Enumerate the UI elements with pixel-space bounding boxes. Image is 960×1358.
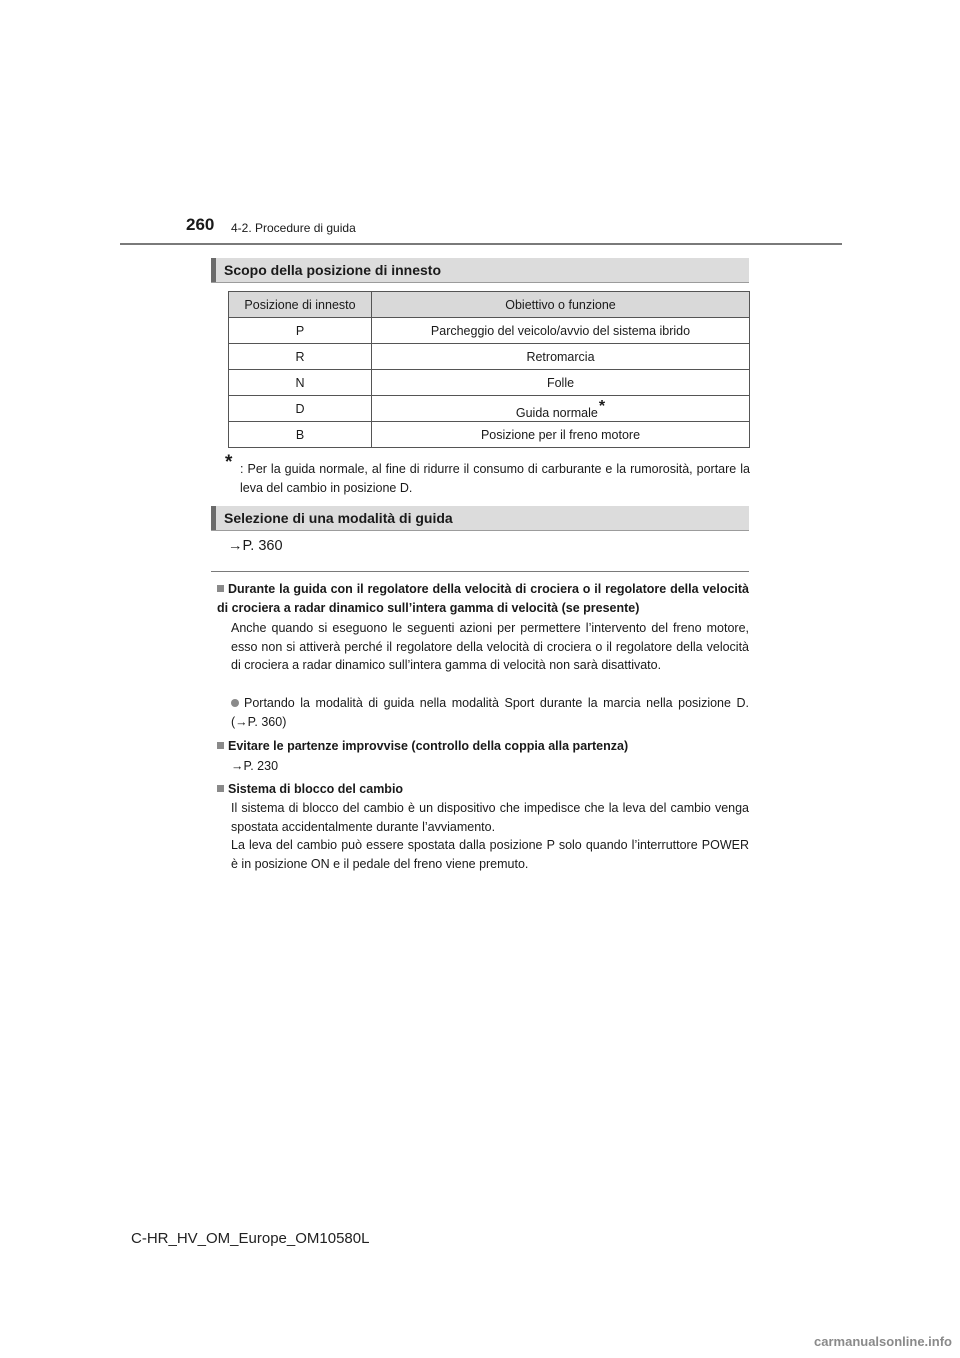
note-heading-text: Evitare le partenze improvvise (controllo della coppia alla partenza) <box>228 739 629 753</box>
table-row <box>229 422 750 448</box>
divider <box>211 571 749 572</box>
arrow-icon: → <box>228 538 243 554</box>
note-body: Il sistema di blocco del cambio è un dispositivo che impedisce che la leva del cambio venga spostata accidentalmente durante l’avviamento. <box>231 801 749 834</box>
gear-position-table <box>228 291 750 448</box>
note-bullet <box>231 694 749 731</box>
note-heading-text: Durante la guida con il regolatore della velocità di crociera o il regolatore della velocità di crociera a radar dinamico sull’intera gamma di velocità (se presente) <box>217 582 749 615</box>
page-reference-text: P. 360 <box>242 538 283 554</box>
section-heading-title: Selezione di una modalità di guida <box>224 510 453 526</box>
document-id: C-HR_HV_OM_Europe_OM10580L <box>131 1230 370 1247</box>
watermark: carmanualsonline.info <box>814 1334 952 1349</box>
page-reference[interactable]: →P. 230 <box>231 759 279 773</box>
function-cell: Parcheggio del veicolo/avvio del sistema ibrido <box>372 318 750 344</box>
note-heading-cruise-control <box>217 580 749 617</box>
function-text: Guida normale <box>515 405 598 420</box>
square-bullet-icon <box>217 742 224 749</box>
footnote-star: * <box>225 452 233 473</box>
square-bullet-icon <box>217 585 224 592</box>
section-heading-bar <box>211 258 216 282</box>
function-cell: Posizione per il freno motore <box>372 422 750 448</box>
page-reference[interactable] <box>228 538 283 554</box>
table-footnote: : Per la guida normale, al fine di ridurre il consumo di carburante e la rumorosità, portare la leva del cambio in posizione D. <box>240 462 750 495</box>
position-cell: R <box>229 344 372 370</box>
footnote-marker: * <box>598 397 606 415</box>
note-body: Anche quando si eseguono le seguenti azioni per permettere l’intervento del freno motore, esso non si attiverà perché il regolatore della velocità di crociera o il regolatore della velocità di crociera a radar dinamico sull’intera gamma di velocità non sarà disattivato. <box>231 621 749 672</box>
circle-bullet-icon <box>231 699 239 707</box>
table-row <box>229 344 750 370</box>
section-path: 4-2. Procedure di guida <box>231 221 356 235</box>
header-rule <box>120 243 842 245</box>
section-heading-bar <box>211 506 216 530</box>
table-row <box>229 396 750 422</box>
bullet-text: Portando la modalità di guida nella modalità Sport durante la marcia nella posizione D. (→P. 360) <box>231 696 749 729</box>
square-bullet-icon <box>217 785 224 792</box>
note-heading-sudden-start <box>217 737 749 756</box>
section-heading-drive-mode <box>211 506 749 531</box>
position-cell: N <box>229 370 372 396</box>
page-number: 260 <box>186 215 215 234</box>
note-heading-text: Sistema di blocco del cambio <box>228 782 404 796</box>
note-body: La leva del cambio può essere spostata dalla posizione P solo quando l’interruttore POWER è in posizione ON e il pedale del freno viene premuto. <box>231 838 749 871</box>
position-cell: B <box>229 422 372 448</box>
table-row <box>229 370 750 396</box>
column-header-position: Posizione di innesto <box>229 292 372 318</box>
function-cell: Retromarcia <box>372 344 750 370</box>
position-cell: D <box>229 396 372 422</box>
table-header-row <box>229 292 750 318</box>
note-heading-shift-lock <box>217 780 749 799</box>
function-cell: Folle <box>372 370 750 396</box>
section-heading-title: Scopo della posizione di innesto <box>224 262 442 278</box>
table-row <box>229 318 750 344</box>
section-heading-gear-position <box>211 258 749 283</box>
column-header-function: Obiettivo o funzione <box>372 292 750 318</box>
position-cell: P <box>229 318 372 344</box>
function-cell <box>372 396 750 422</box>
